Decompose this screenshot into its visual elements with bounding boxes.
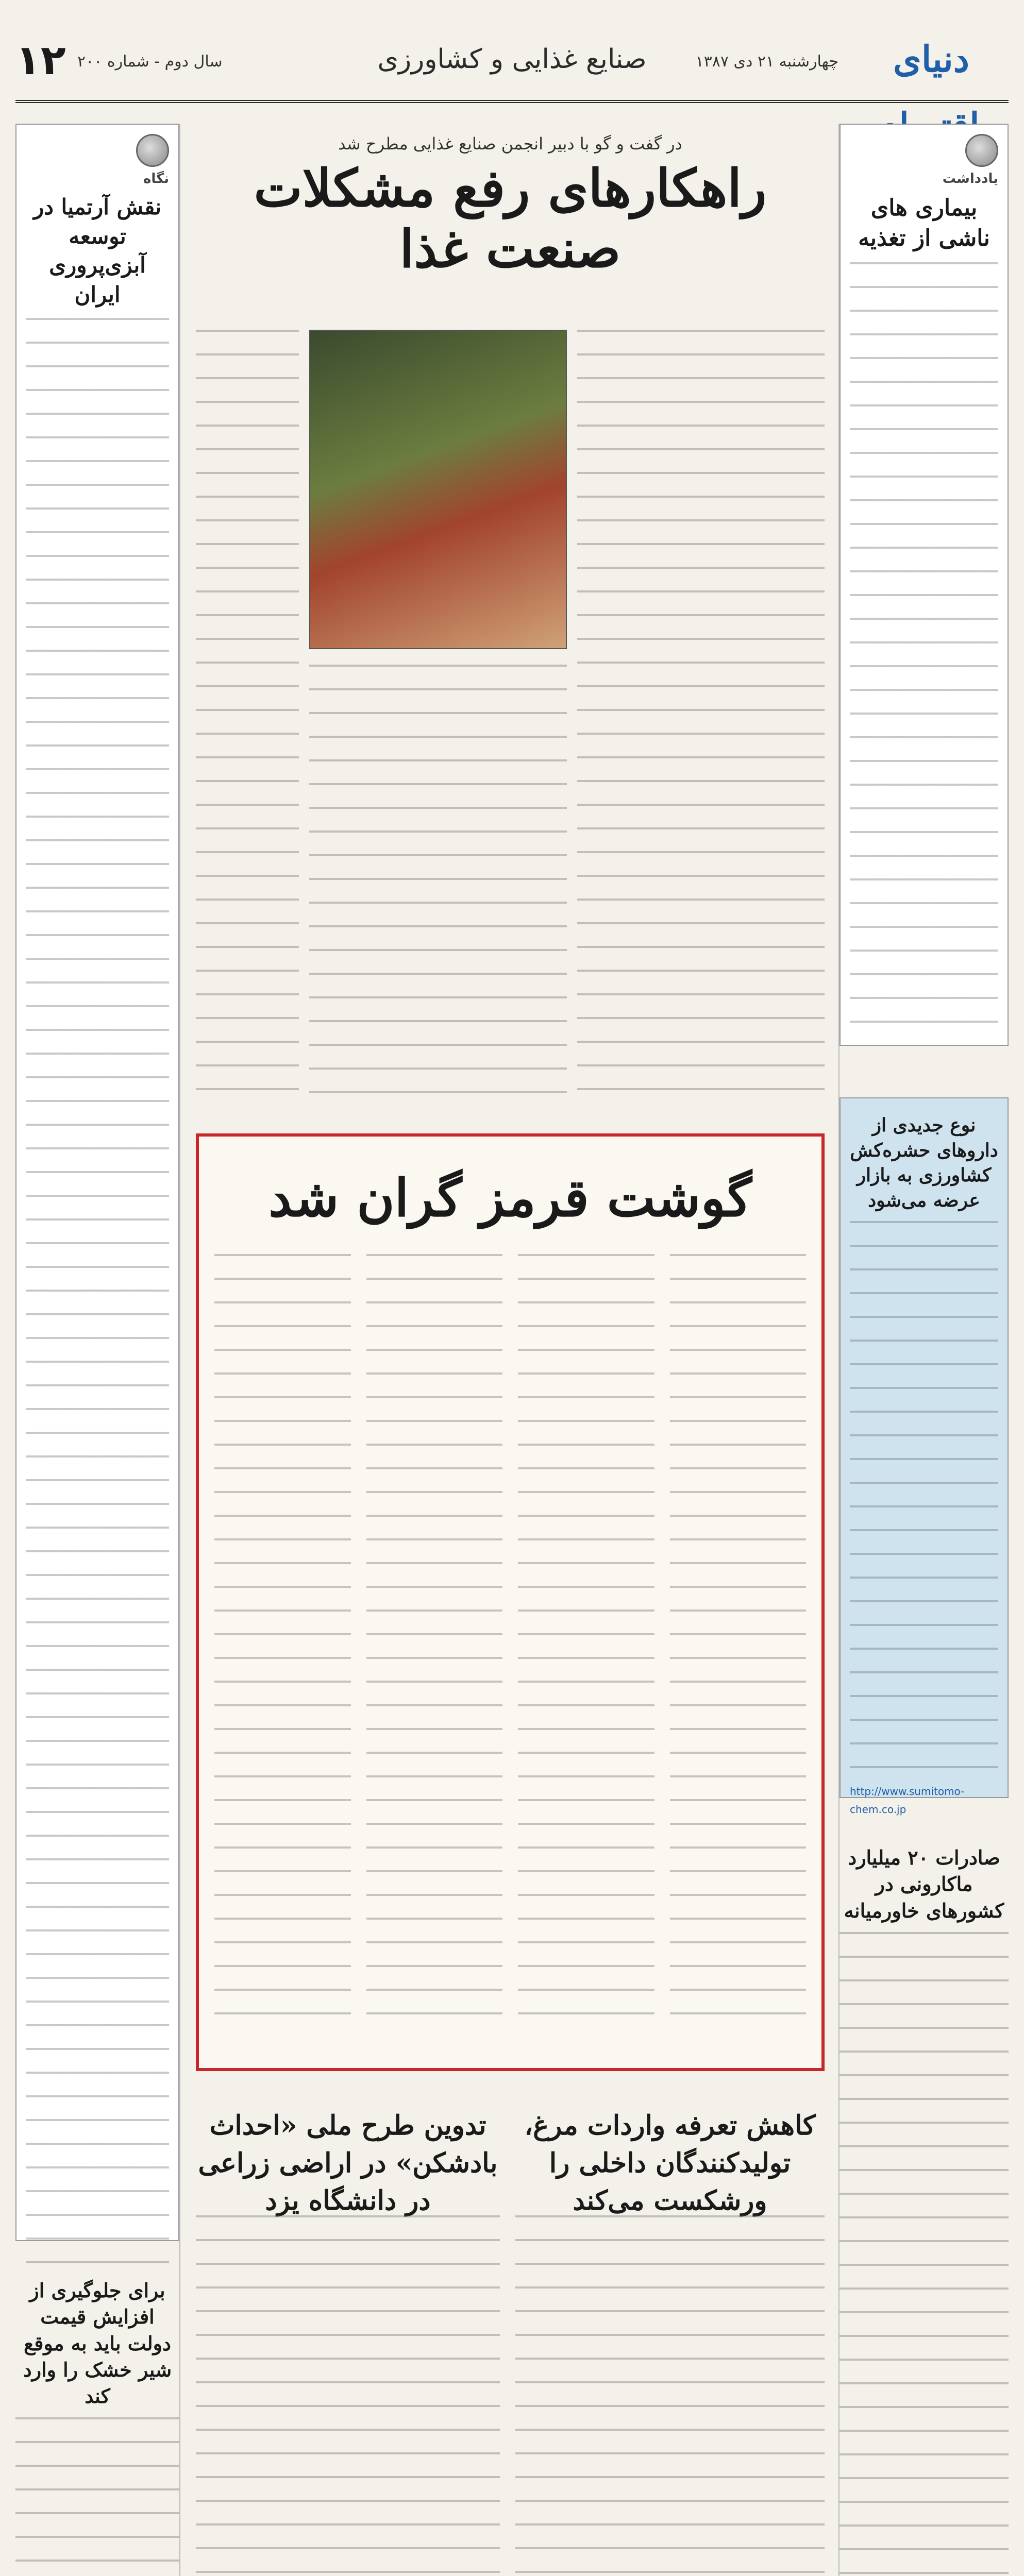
red-meat-article [196, 1133, 825, 2071]
powdered-milk-body [15, 2417, 179, 2576]
section-title: صنایع غذایی و کشاورزی [377, 44, 647, 75]
pasta-article [840, 1844, 1009, 2576]
globe-icon [965, 134, 998, 167]
masthead [15, 21, 1009, 103]
red-meat-body [214, 1254, 806, 2027]
right-note-title: بیماری های ناشی از تغذیه [858, 195, 990, 252]
right-note-box [840, 124, 1009, 1046]
issue-number: سال دوم - شماره ۲۰۰ [77, 53, 223, 71]
pesticide-body [850, 1221, 998, 1777]
newspaper-logo: دنیای [893, 38, 969, 80]
left-kicker: نگاه [143, 171, 169, 187]
left-note-body [26, 318, 169, 2276]
lead-article [196, 134, 825, 279]
right-column [838, 124, 1009, 2576]
lead-body-bottom [309, 665, 567, 1103]
lead-body-right [577, 330, 825, 1103]
right-note-body [850, 262, 998, 1035]
red-meat-title: گوشت قرمز گران شد [268, 1167, 752, 1228]
globe-icon [136, 134, 169, 167]
powdered-milk-title: برای جلوگیری از افزایش قیمت دولت باید به موقع شیر خشک را وارد کند [23, 2279, 172, 2408]
chicken-tariff-body [515, 2215, 825, 2576]
left-note-title: نقش آرتمیا در توسعه آبزی‌پروری ایران [33, 194, 162, 308]
issue-date: چهارشنبه ۲۱ دی ۱۳۸۷ [695, 53, 838, 71]
right-kicker: یادداشت [942, 171, 998, 187]
left-note-box [15, 124, 179, 2241]
pasta-title: صادرات ۲۰ میلیارد ماکارونی در کشورهای خاورمیانه [844, 1846, 1004, 1922]
page-number: ۱۲ [15, 36, 66, 84]
pasta-body [840, 1932, 1009, 2576]
conveyor-photo [309, 330, 567, 649]
powdered-milk-article [15, 2277, 179, 2576]
lead-body-left [196, 330, 299, 1103]
windbreak-body [196, 2215, 500, 2576]
windbreak-title: تدوین طرح ملی «احداث بادشکن» در اراضی زراعی در دانشگاه یزد [198, 2110, 498, 2216]
left-column [15, 124, 180, 2576]
sumitomo-url[interactable]: http://www.sumitomo-chem.co.jp [850, 1785, 965, 1816]
lead-title: راهکارهای رفع مشکلات صنعت غذا [254, 158, 767, 279]
chicken-tariff-title: کاهش تعرفه واردات مرغ، تولیدکنندگان داخلی را ورشکست می‌کند [524, 2110, 816, 2216]
pesticide-title: نوع جدیدی از داروهای حشره‌کش کشاورزی به بازار عرضه می‌شود [850, 1114, 998, 1211]
lead-kicker: در گفت و گو با دبیر انجمن صنایع غذایی مطرح شد [338, 134, 682, 154]
pesticide-box [840, 1097, 1009, 1816]
